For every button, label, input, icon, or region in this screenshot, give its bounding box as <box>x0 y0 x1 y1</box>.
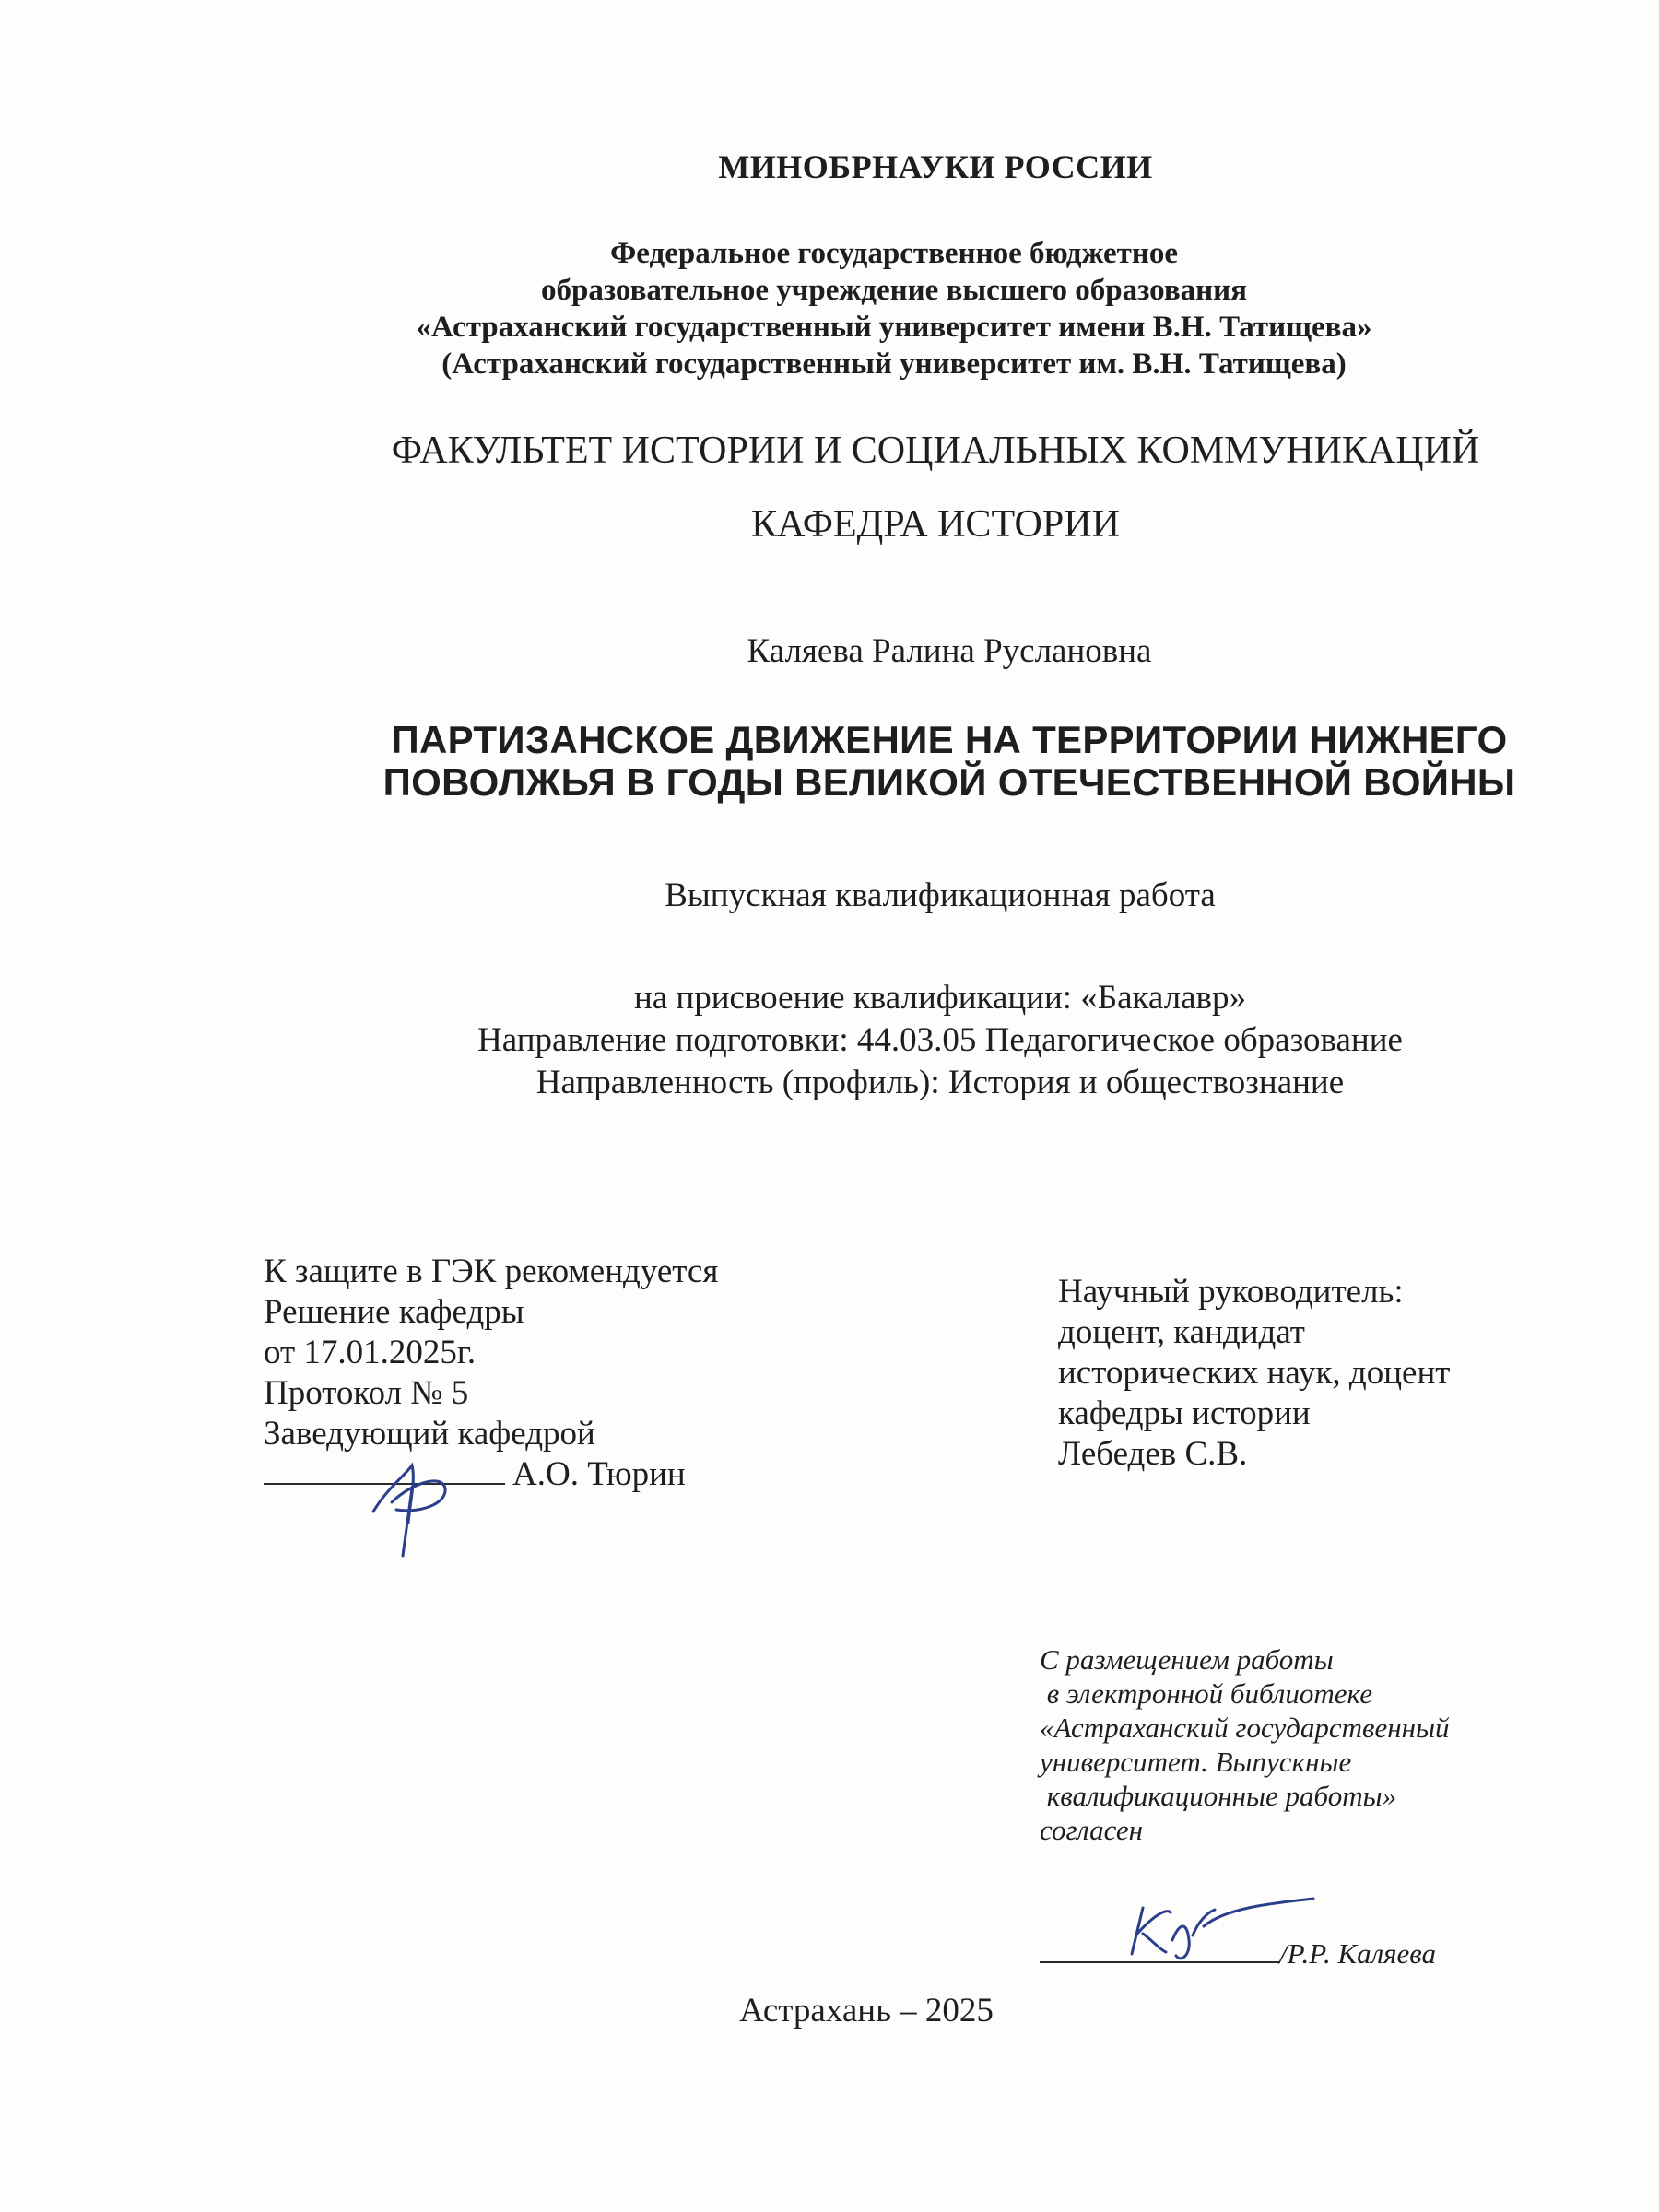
defense-line: К защите в ГЭК рекомендуется <box>264 1253 719 1290</box>
qualification-line: на присвоение квалификации: «Бакалавр» <box>633 979 1247 1017</box>
consent-line: в электронной библиотеке <box>1040 1677 1372 1710</box>
faculty-heading: ФАКУЛЬТЕТ ИСТОРИИ И СОЦИАЛЬНЫХ КОММУНИКАЦИЙ <box>391 429 1480 472</box>
supervisor-line: исторических наук, доцент <box>1058 1354 1451 1392</box>
supervisor-line: кафедры истории <box>1058 1394 1311 1432</box>
city-year: Астрахань – 2025 <box>739 1992 994 2030</box>
supervisor-line: Научный руководитель: <box>1058 1273 1404 1311</box>
defense-recommendation <box>264 1252 718 1495</box>
thesis-title-line: ПАРТИЗАНСКОЕ ДВИЖЕНИЕ НА ТЕРРИТОРИИ НИЖНЕГО <box>391 718 1508 761</box>
head-signature-row <box>264 1454 718 1495</box>
author-name: Каляева Ралина Руслановна <box>747 632 1152 670</box>
thesis-title <box>0 719 1659 804</box>
institution-line: «Астраханский государственный университет имени В.Н. Татищева» <box>416 311 1372 344</box>
department-heading: КАФЕДРА ИСТОРИИ <box>751 503 1120 546</box>
signature-line <box>264 1455 505 1485</box>
qualification-line: Направленность (профиль): История и обществознание <box>535 1064 1345 1101</box>
qualification-block <box>0 977 1659 1104</box>
consent-line: С размещением работы <box>1040 1643 1334 1676</box>
head-name: А.О. Тюрин <box>512 1455 686 1493</box>
institution-line: Федеральное государственное бюджетное <box>609 237 1179 270</box>
institution-line: (Астраханский государственный университет им. В.Н. Татищева) <box>441 347 1347 381</box>
student-signature-row <box>1040 1936 1436 1971</box>
qualification-line: Направление подготовки: 44.03.05 Педагогическое образование <box>477 1021 1403 1059</box>
thesis-title-line: ПОВОЛЖЬЯ В ГОДЫ ВЕЛИКОЙ ОТЕЧЕСТВЕННОЙ ВОЙНЫ <box>382 760 1516 804</box>
consent-line: «Астраханский государственный <box>1040 1712 1450 1744</box>
consent-line: квалификационные работы» <box>1040 1780 1397 1812</box>
defense-line: от 17.01.2025г. <box>264 1334 477 1371</box>
supervisor-block <box>1058 1272 1450 1475</box>
work-type: Выпускная квалификационная работа <box>665 877 1216 914</box>
consent-line: согласен <box>1040 1814 1144 1846</box>
signature-line <box>1040 1936 1279 1963</box>
institution-name <box>0 235 1659 382</box>
defense-line: Протокол № 5 <box>264 1374 469 1412</box>
student-name: /Р.Р. Каляева <box>1279 1937 1437 1970</box>
supervisor-line: доцент, кандидат <box>1058 1313 1305 1351</box>
supervisor-name: Лебедев С.В. <box>1058 1435 1248 1473</box>
defense-line: Решение кафедры <box>264 1293 524 1331</box>
institution-line: образовательное учреждение высшего образования <box>540 274 1248 307</box>
library-consent <box>1040 1642 1449 1847</box>
defense-line: Заведующий кафедрой <box>264 1415 595 1453</box>
ministry-heading: МИНОБРНАУКИ РОССИИ <box>718 148 1153 185</box>
consent-line: университет. Выпускные <box>1040 1746 1352 1778</box>
